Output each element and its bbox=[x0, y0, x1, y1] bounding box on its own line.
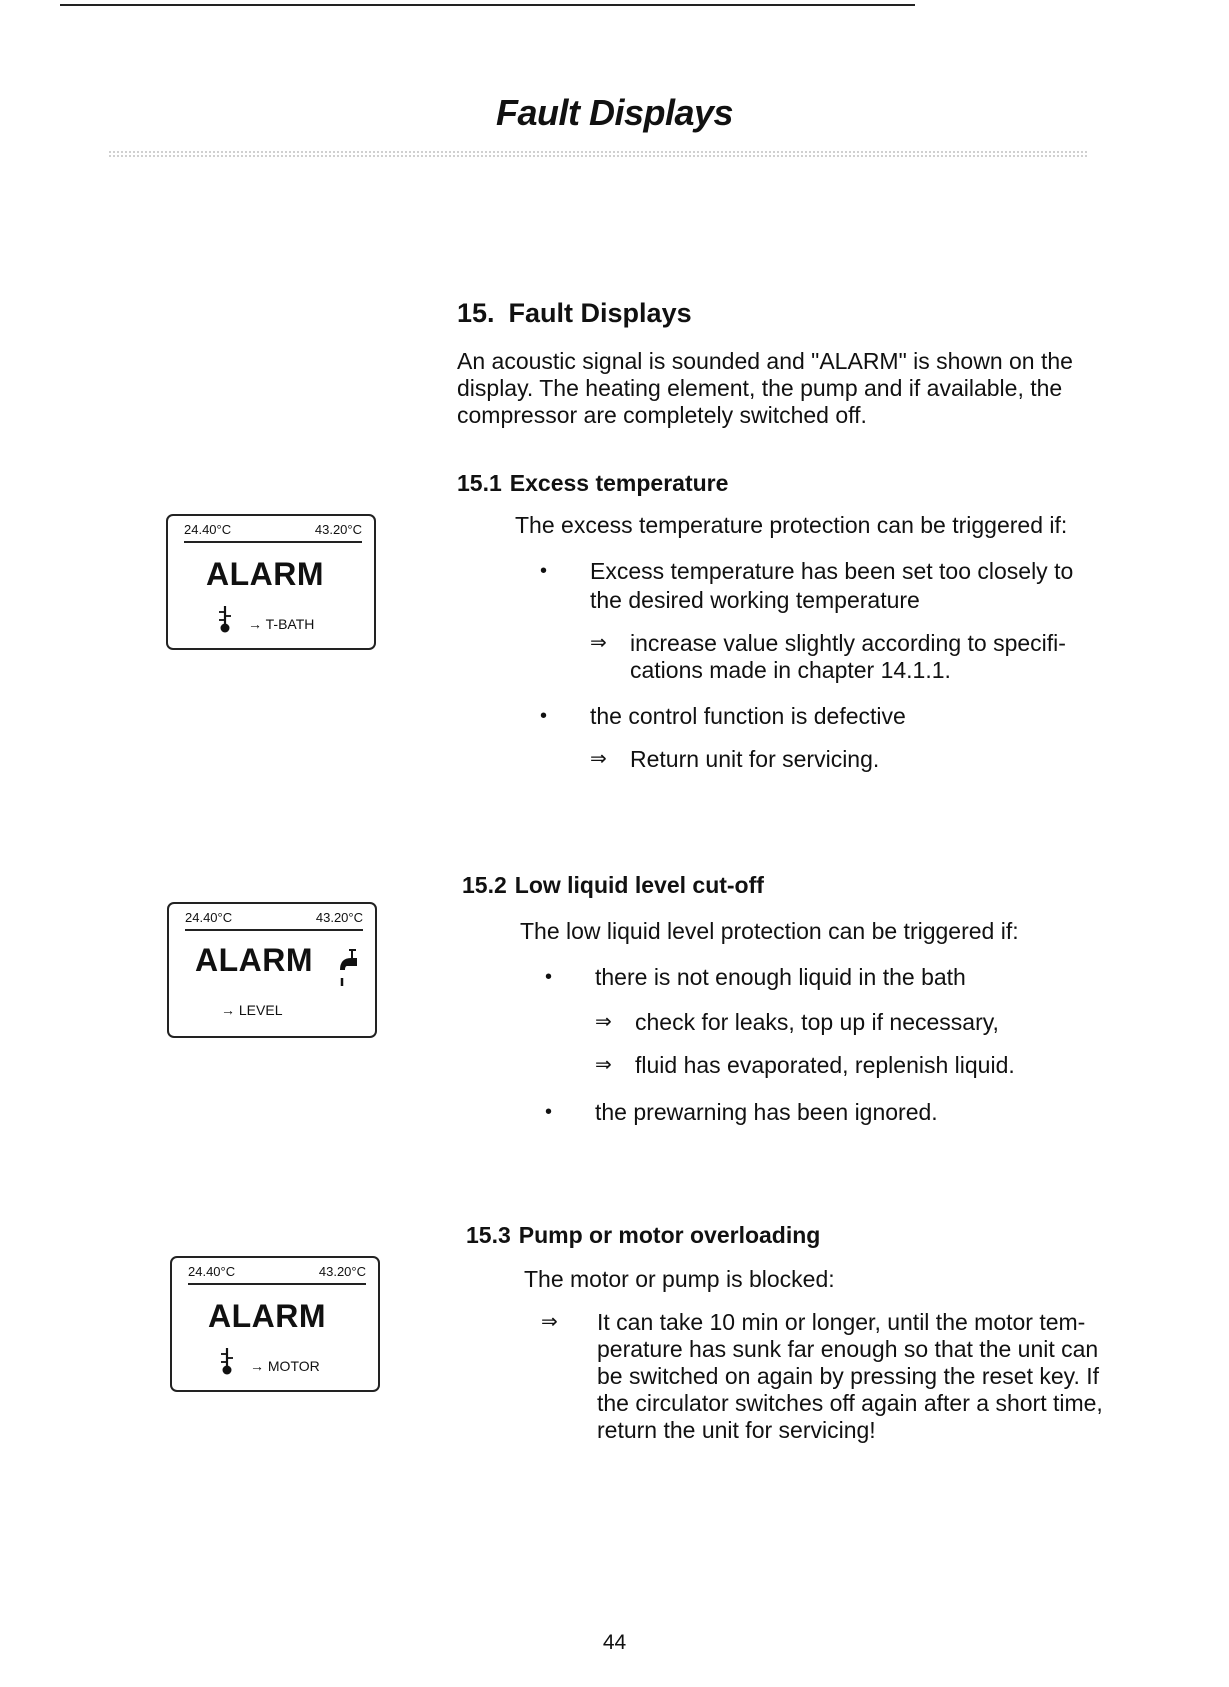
list-item-text: there is not enough liquid in the bath bbox=[595, 964, 966, 990]
list-item-text: It can take 10 min or longer, until the motor tem- perature has sunk far enough so that the unit can be switched on again by pressing the reset key. If the circulator switches off again after a short time, return the unit for servicing! bbox=[597, 1309, 1103, 1443]
alarm-cause: → LEVEL bbox=[221, 1002, 283, 1018]
actual-temperature: 24.40°C bbox=[184, 522, 232, 537]
set-temperature: 43.20°C bbox=[315, 910, 363, 925]
bullet: • bbox=[540, 560, 548, 582]
arrow-icon: ⇒ bbox=[541, 1311, 558, 1333]
alarm-cause: → MOTOR bbox=[250, 1358, 320, 1374]
alarm-display-motor bbox=[170, 1256, 380, 1392]
arrow-icon: ⇒ bbox=[595, 1054, 612, 1076]
subsection-number: 15.3 bbox=[466, 1222, 511, 1248]
set-temperature: 43.20°C bbox=[318, 1264, 366, 1279]
list-item-text: increase value slightly according to specifi- cations made in chapter 14.1.1. bbox=[630, 630, 1066, 683]
faucet-icon bbox=[337, 948, 361, 988]
arrow-icon: ⇒ bbox=[595, 1011, 612, 1033]
subsection-heading-15-2 bbox=[462, 872, 764, 899]
alarm-cause: → T-BATH bbox=[248, 616, 315, 632]
list-item-text: check for leaks, top up if necessary, bbox=[635, 1009, 999, 1035]
top-rule bbox=[60, 4, 915, 6]
list-item-text: fluid has evaporated, replenish liquid. bbox=[635, 1052, 1015, 1078]
actual-temperature: 24.40°C bbox=[188, 1264, 236, 1279]
section-intro: An acoustic signal is sounded and "ALARM" is shown on the display. The heating element, the pump and if available, the compressor are completely switched off. bbox=[457, 348, 1073, 428]
subsection-title: Low liquid level cut-off bbox=[514, 872, 764, 898]
bullet: • bbox=[545, 1101, 553, 1123]
bullet: • bbox=[540, 705, 548, 727]
subsection-title: Excess temperature bbox=[509, 470, 729, 496]
subsection-heading-15-1 bbox=[457, 470, 728, 497]
subsection-title: Pump or motor overloading bbox=[518, 1222, 821, 1248]
page-header-title: Fault Displays bbox=[495, 92, 734, 133]
subsection-lead: The motor or pump is blocked: bbox=[524, 1266, 835, 1292]
alarm-display-level bbox=[167, 902, 377, 1038]
thermometer-icon bbox=[216, 604, 234, 634]
alarm-label: ALARM bbox=[195, 942, 314, 978]
subsection-lead: The low liquid level protection can be triggered if: bbox=[520, 918, 1019, 944]
arrow-icon: ⇒ bbox=[590, 748, 607, 770]
display-divider bbox=[184, 541, 362, 543]
list-item-text: Excess temperature has been set too closely to the desired working temperature bbox=[590, 558, 1074, 613]
display-divider bbox=[188, 1283, 366, 1285]
bullet: • bbox=[545, 966, 553, 988]
list-item-text: the control function is defective bbox=[590, 703, 906, 729]
subsection-lead: The excess temperature protection can be triggered if: bbox=[515, 512, 1068, 538]
alarm-display-t-bath bbox=[166, 514, 376, 650]
alarm-label: ALARM bbox=[206, 556, 325, 592]
actual-temperature: 24.40°C bbox=[185, 910, 233, 925]
thermometer-icon bbox=[218, 1346, 236, 1376]
page-number: 44 bbox=[602, 1631, 627, 1654]
list-item-text: Return unit for servicing. bbox=[630, 746, 880, 772]
section-number: 15. bbox=[457, 298, 495, 328]
list-item-text: the prewarning has been ignored. bbox=[595, 1099, 938, 1125]
display-divider bbox=[185, 929, 363, 931]
arrow-icon: ⇒ bbox=[590, 632, 607, 654]
set-temperature: 43.20°C bbox=[314, 522, 362, 537]
section-heading bbox=[457, 298, 692, 329]
section-title: Fault Displays bbox=[508, 298, 692, 328]
header-dotted-rule bbox=[108, 150, 1088, 158]
subsection-heading-15-3 bbox=[466, 1222, 820, 1249]
alarm-label: ALARM bbox=[208, 1298, 327, 1334]
subsection-number: 15.2 bbox=[462, 872, 507, 898]
subsection-number: 15.1 bbox=[457, 470, 502, 496]
